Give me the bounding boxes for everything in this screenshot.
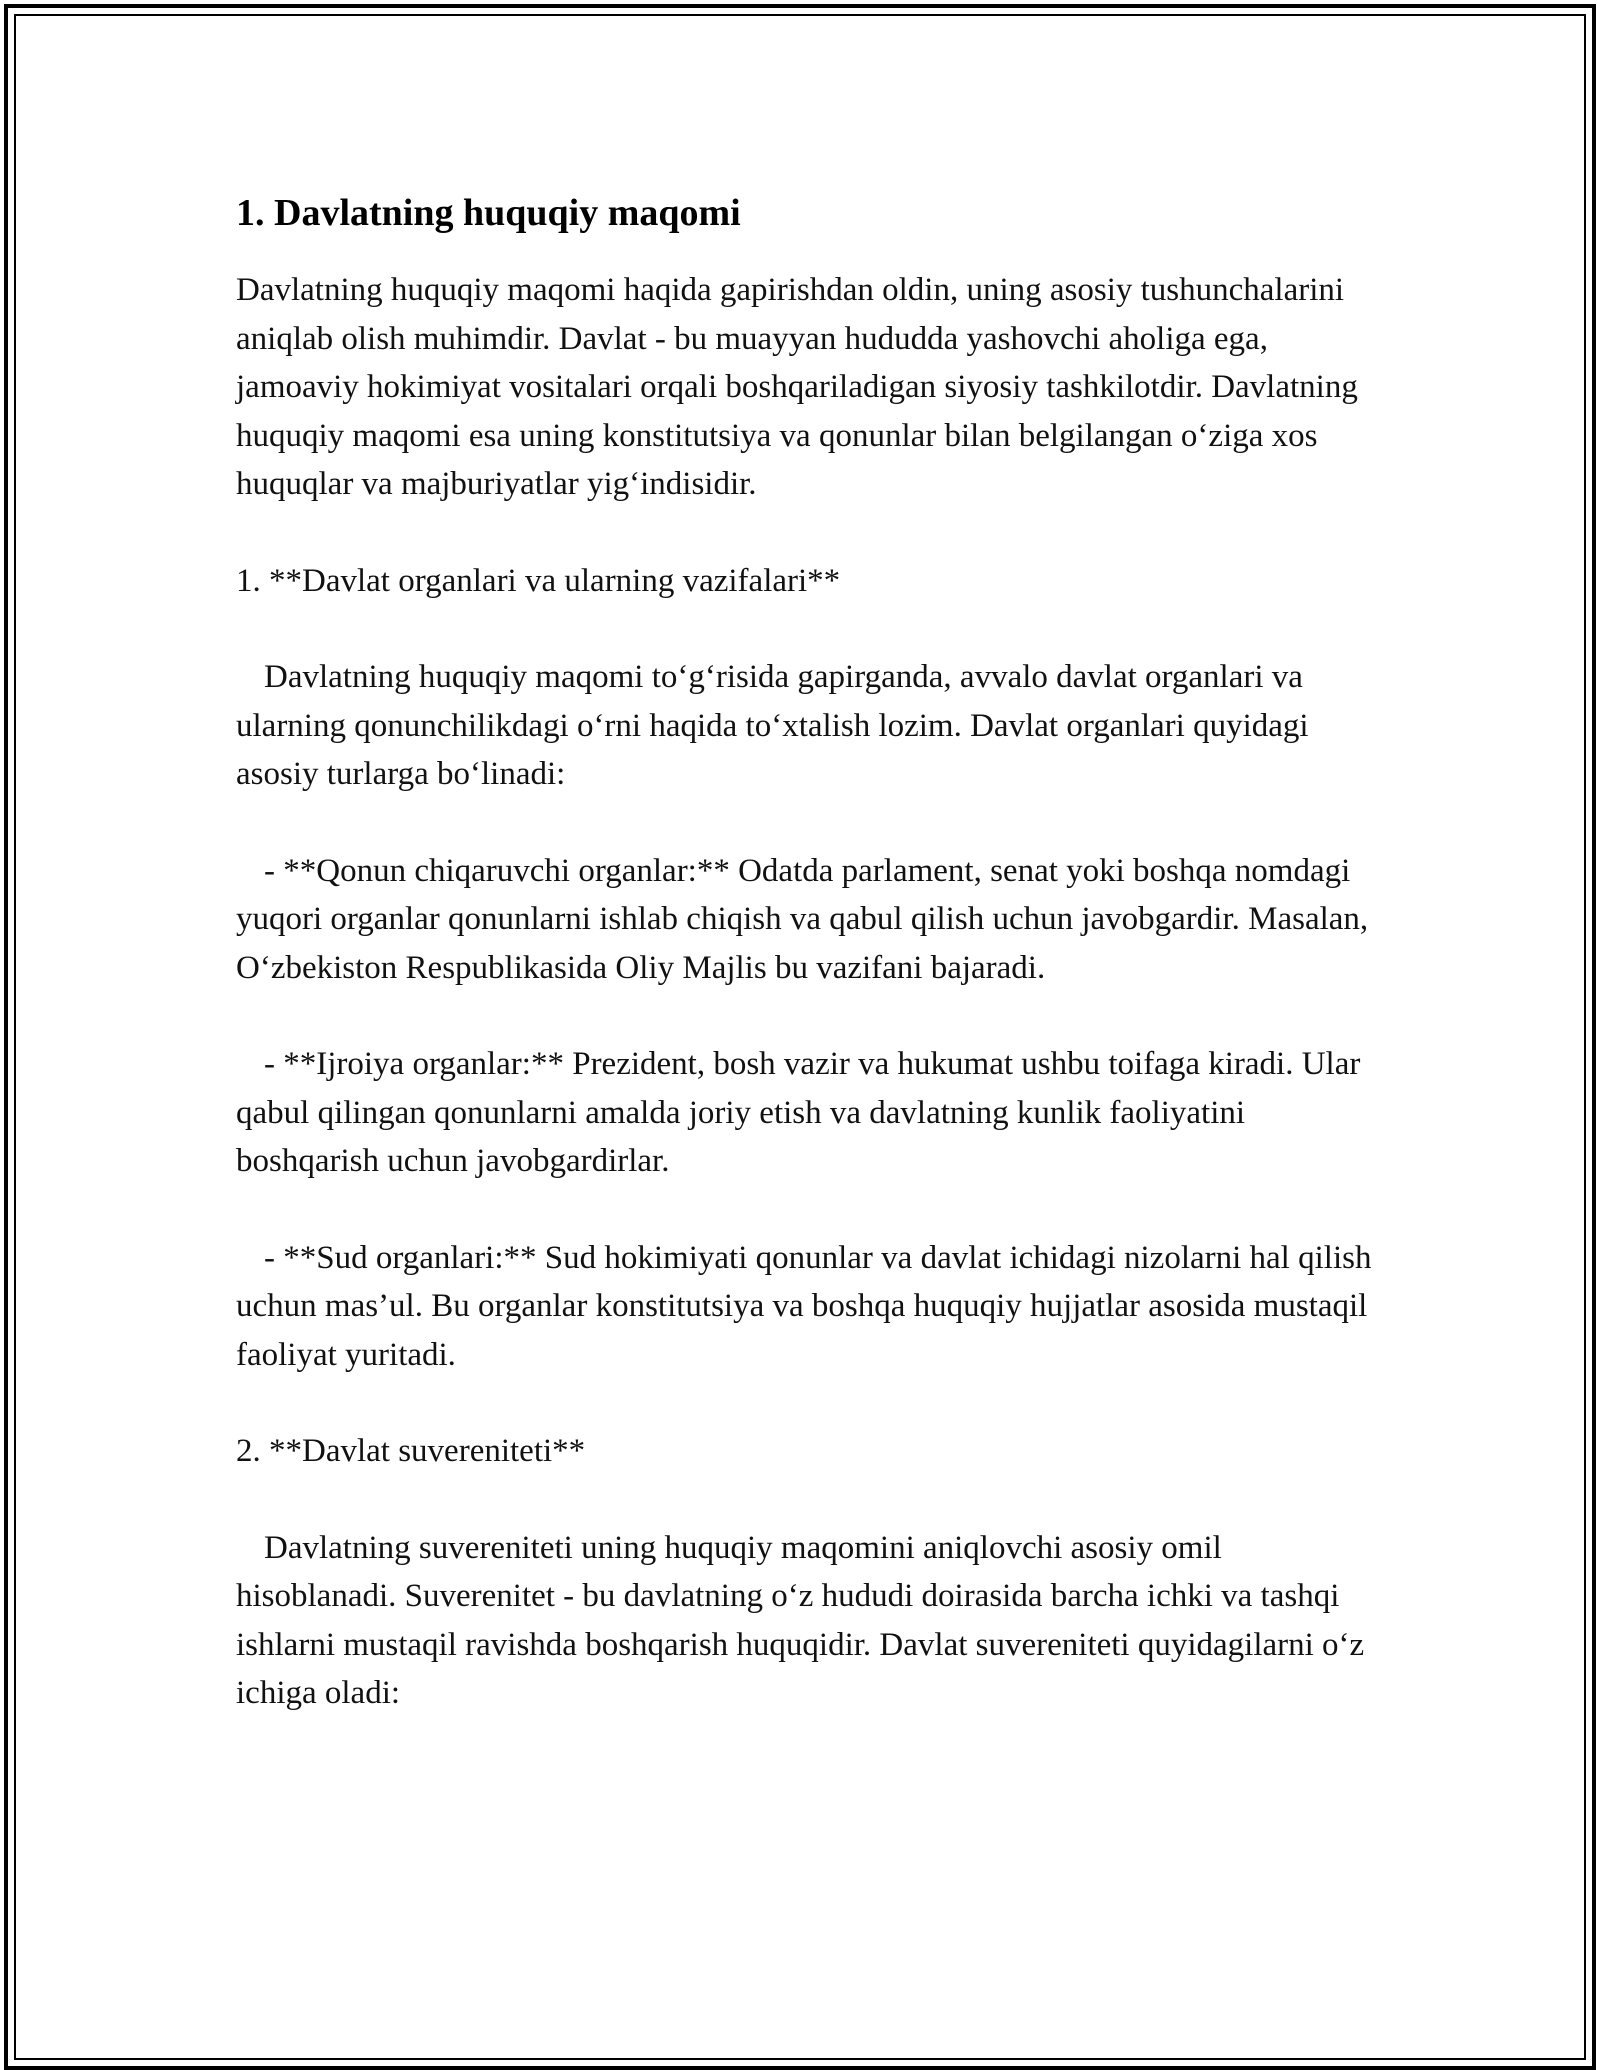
bullet-executive: - **Ijroiya organlar:** Prezident, bosh vazir va hukumat ushbu toifaga kiradi. Ular qabul qilingan qonunlarni amalda joriy etish va davlatning kunlik faoliyatini boshqarish uchun javobgardirlar.	[236, 1046, 1369, 1179]
document-body	[236, 188, 1380, 1766]
section-1-paragraph: Davlatning huquqiy maqomi to‘g‘risida gapirganda, avvalo davlat organlari va ularning qonunchilikdagi o‘rni haqida to‘xtalish lozim. Davlat organlari quyidagi asosiy turlarga bo‘linadi:	[236, 659, 1317, 792]
section-2-paragraph: Davlatning suvereniteti uning huquqiy maqomini aniqlovchi asosiy omil hisoblanadi. Suverenitet - bu davlatning o‘z hududi doirasida barcha ichki va tashqi ishlarni mustaqil ravishda boshqarish huquqidir. Davlat suvereniteti quyidagilarni o‘z ichiga oladi:	[236, 1529, 1373, 1711]
document-title: 1. Davlatning huquqiy maqomi	[236, 192, 741, 234]
bullet-judicial: - **Sud organlari:** Sud hokimiyati qonunlar va davlat ichidagi nizolarni hal qilish uchun mas’ul. Bu organlar konstitutsiya va boshqa huquqiy hujjatlar asosida mustaqil faoliyat yuritadi.	[236, 1239, 1380, 1373]
bullet-legislative: - **Qonun chiqaruvchi organlar:** Odatda parlament, senat yoki boshqa nomdagi yuqori organlar qonunlarni ishlab chiqish va qabul qilish uchun javobgardir. Masalan, O‘zbekiston Respublikasida Oliy Majlis bu vazifani bajaradi.	[236, 852, 1377, 986]
section-2-heading: 2. **Davlat suvereniteti**	[236, 1433, 586, 1469]
intro-paragraph: Davlatning huquqiy maqomi haqida gapirishdan oldin, uning asosiy tushunchalarini aniqlab olish muhimdir. Davlat - bu muayyan hududda yashovchi aholiga ega, jamoaviy hokimiyat vositalari orqali boshqariladigan siyosiy tashkilotdir. Davlatning huquqiy maqomi esa uning konstitutsiya va qonunlar bilan belgilangan o‘ziga xos huquqlar va majburiyatlar yig‘indisidir.	[236, 272, 1367, 502]
section-1-heading: 1. **Davlat organlari va ularning vazifalari**	[236, 562, 841, 599]
